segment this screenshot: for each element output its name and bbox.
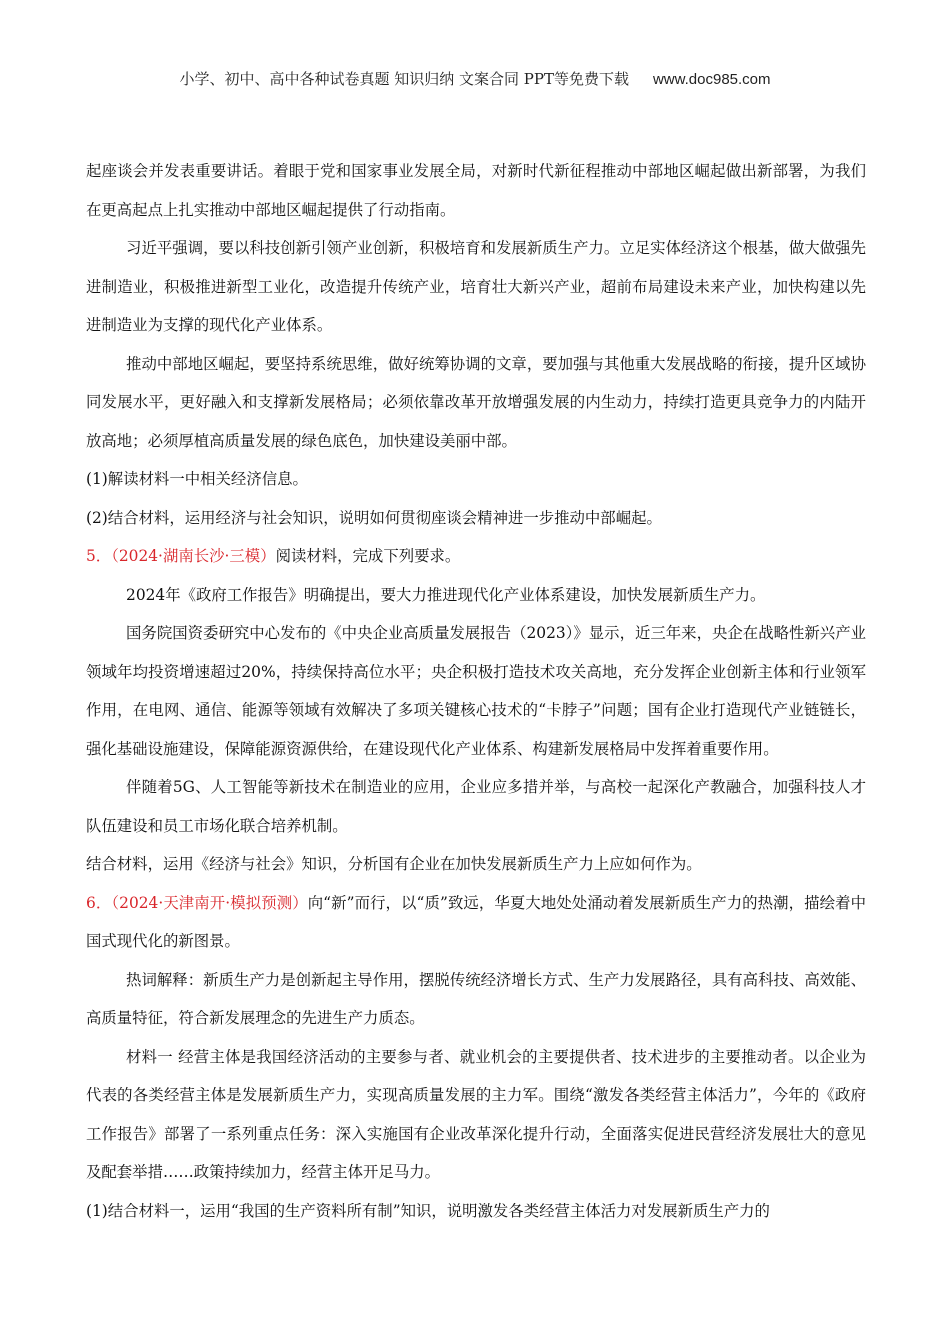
question-6-intro: 向“新”而行，以“质”致远，华夏大地处处涌动着发展新质生产力的热潮，描绘着中国式现代化的新图景。: [86, 893, 866, 950]
page-header: [0, 68, 950, 89]
question-6-number: 6．: [86, 893, 112, 912]
question-6-hotword: 热词解释：新质生产力是创新起主导作用，摆脱传统经济增长方式、生产力发展路径，具有高科技、高效能、高质量特征，符合新发展理念的先进生产力质态。: [86, 970, 866, 1027]
question-5-source: （2024·湖南长沙·三模）: [111, 547, 276, 565]
paragraph-central-rise: 推动中部地区崛起，要坚持系统思维，做好统筹协调的文章，要加强与其他重大发展战略的衔接，提升区域协同发展水平，更好融入和支撑新发展格局；必须依靠改革开放增强发展的内生动力，持续打造更具竞争力的内陆开放高地；必须厚植高质量发展的绿色底色，加快建设美丽中部。: [86, 354, 866, 450]
document-body: [86, 152, 866, 1230]
question-5-heading: [86, 537, 866, 576]
question-4-1: (1)解读材料一中相关经济信息。: [86, 470, 308, 488]
paragraph-continuation: 起座谈会并发表重要讲话。着眼于党和国家事业发展全局，对新时代新征程推动中部地区崛起做出新部署，为我们在更高起点上扎实推动中部地区崛起提供了行动指南。: [86, 162, 866, 219]
question-6-1: (1)结合材料一，运用“我国的生产资料所有制”知识，说明激发各类经营主体活力对发展新质生产力的: [86, 1201, 770, 1220]
header-text: 小学、初中、高中各种试卷真题 知识归纳 文案合同 PPT等免费下载: [179, 70, 629, 88]
question-5-intro: 阅读材料，完成下列要求。: [275, 547, 461, 565]
question-5-material-3: 伴随着5G、人工智能等新技术在制造业的应用，企业应多措并举，与高校一起深化产教融合，加强科技人才队伍建设和员工市场化联合培养机制。: [86, 778, 866, 835]
paragraph-tech-innovation: 习近平强调，要以科技创新引领产业创新，积极培育和发展新质生产力。立足实体经济这个根基，做大做强先进制造业，积极推进新型工业化，改造提升传统产业，培育壮大新兴产业，超前布局建设未来产业，加快构建以先进制造业为支撑的现代化产业体系。: [86, 239, 866, 334]
question-6-source: （2024·天津南开·模拟预测）: [111, 893, 308, 912]
question-6-material-1: 材料一 经营主体是我国经济活动的主要参与者、就业机会的主要提供者、技术进步的主要推动者。以企业为代表的各类经营主体是发展新质生产力，实现高质量发展的主力军。围绕“激发各类经营主体活力”，今年的《政府工作报告》部署了一系列重点任务：深入实施国有企业改革深化提升行动，全面落实促进民营经济发展壮大的意见及配套举措……政策持续加力，经营主体开足马力。: [86, 1047, 866, 1181]
question-5-prompt: 结合材料，运用《经济与社会》知识，分析国有企业在加快发展新质生产力上应如何作为。: [86, 855, 702, 873]
question-4-2: (2)结合材料，运用经济与社会知识，说明如何贯彻座谈会精神进一步推动中部崛起。: [86, 508, 662, 527]
header-site-link[interactable]: www.doc985.com: [652, 71, 771, 88]
question-5-material-2: 国务院国资委研究中心发布的《中央企业高质量发展报告（2023）》显示，近三年来，央企在战略性新兴产业领域年均投资增速超过20%，持续保持高位水平；央企积极打造技术攻关高地，充分发挥企业创新主体和行业领军作用，在电网、通信、能源等领域有效解决了多项关键核心技术的“卡脖子”问题；国有企业打造现代产业链链长，强化基础设施建设，保障能源资源供给，在建设现代化产业体系、构建新发展格局中发挥着重要作用。: [86, 624, 866, 758]
question-6-heading: [86, 884, 866, 961]
question-5-number: 5．: [86, 547, 112, 565]
question-5-material-1: 2024年《政府工作报告》明确提出，要大力推进现代化产业体系建设，加快发展新质生产力。: [126, 585, 766, 604]
